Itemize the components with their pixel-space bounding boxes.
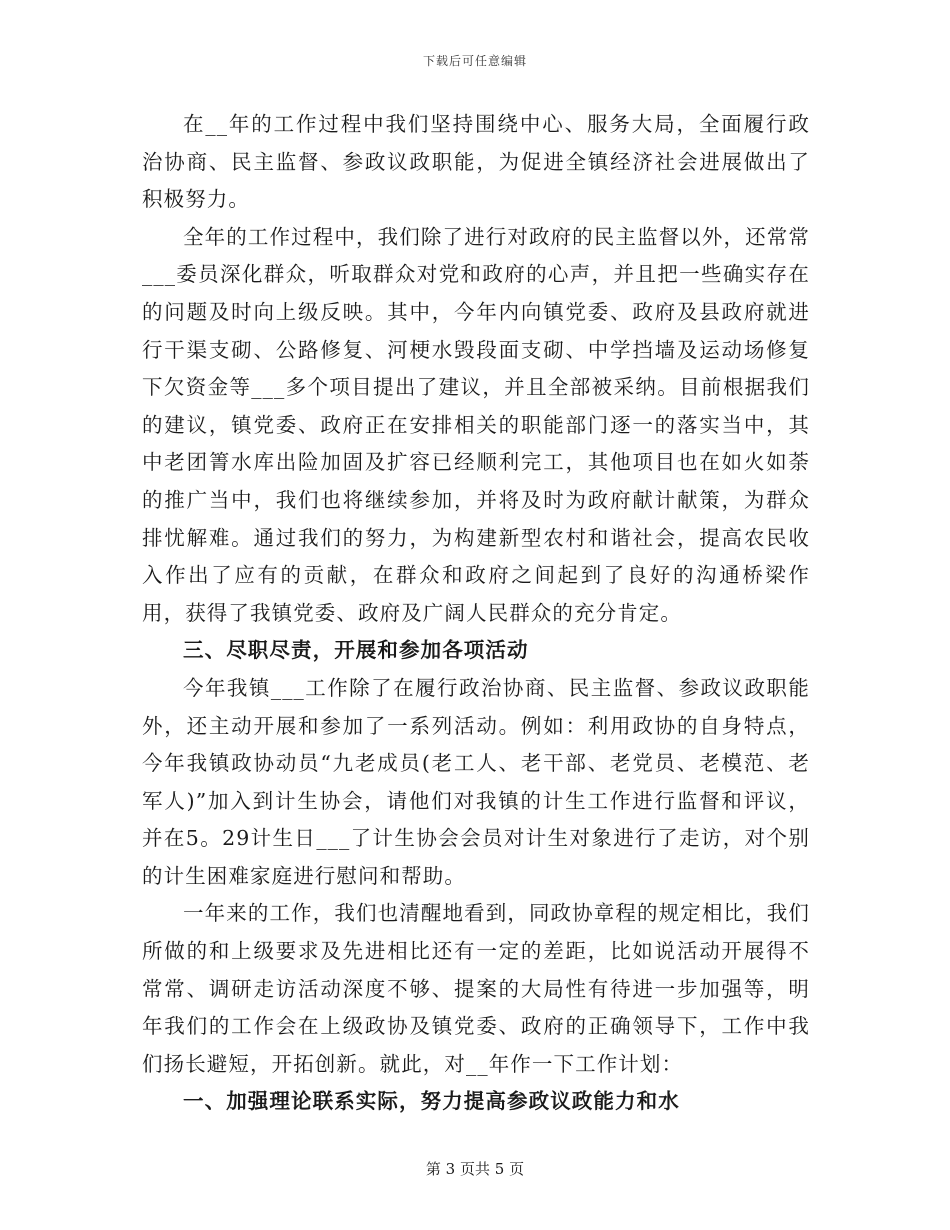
document-body xyxy=(142,106,810,1121)
section-heading-theory-practice: 一、加强理论联系实际，努力提高参政议政能力和水 xyxy=(183,1089,680,1114)
paragraph-work-overview: 在__年的工作过程中我们坚持围绕中心、服务大局，全面履行政治协商、民主监督、参政议政职能，为促进全镇经济社会进展做出了积极努力。 xyxy=(142,112,810,212)
paragraph-democratic-supervision: 全年的工作过程中，我们除了进行对政府的民主监督以外，还常常___委员深化群众，听取群众对党和政府的心声，并且把一些确实存在的问题及时向上级反映。其中，今年内向镇党委、政府及县政府就进行干渠支砌、公路修复、河梗水毁段面支砌、中学挡墙及运动场修复下欠资金等___多个项目提出了建议，并且全部被采纳。目前根据我们的建议，镇党委、政府正在安排相关的职能部门逐一的落实当中，其中老团箐水库出险加固及扩容已经顺利完工，其他项目也在如火如荼的推广当中，我们也将继续参加，并将及时为政府献计献策，为群众排忧解难。通过我们的努力，为构建新型农村和谐社会，提高农民收入作出了应有的贡献，在群众和政府之间起到了良好的沟通桥梁作用，获得了我镇党委、政府及广阔人民群众的充分肯定。 xyxy=(142,224,810,625)
page-number-footer: 第 3 页共 5 页 xyxy=(425,1160,525,1178)
paragraph-activities: 今年我镇___工作除了在履行政治协商、民主监督、参政议政职能外，还主动开展和参加了一系列活动。例如：利用政协的自身特点，今年我镇政协动员“九老成员(老工人、老干部、老党员、老模范、老军人)”加入到计生协会，请他们对我镇的计生工作进行监督和评议，并在5。29计生日___了计生协会会员对计生对象进行了走访，对个别的计生困难家庭进行慰问和帮助。 xyxy=(142,675,810,888)
page-header-note: 下载后可任意编辑 xyxy=(422,54,527,68)
section-heading-activities: 三、尽职尽责，开展和参加各项活动 xyxy=(183,638,529,663)
paragraph-shortcomings-plan: 一年来的工作，我们也清醒地看到，同政协章程的规定相比，我们所做的和上级要求及先进相比还有一定的差距，比如说活动开展得不常常、调研走访活动深度不够、提案的大局性有待进一步加强等，明年我们的工作会在上级政协及镇党委、政府的正确领导下，工作中我们扬长避短，开拓创新。就此，对__年作一下工作计划： xyxy=(142,901,810,1076)
